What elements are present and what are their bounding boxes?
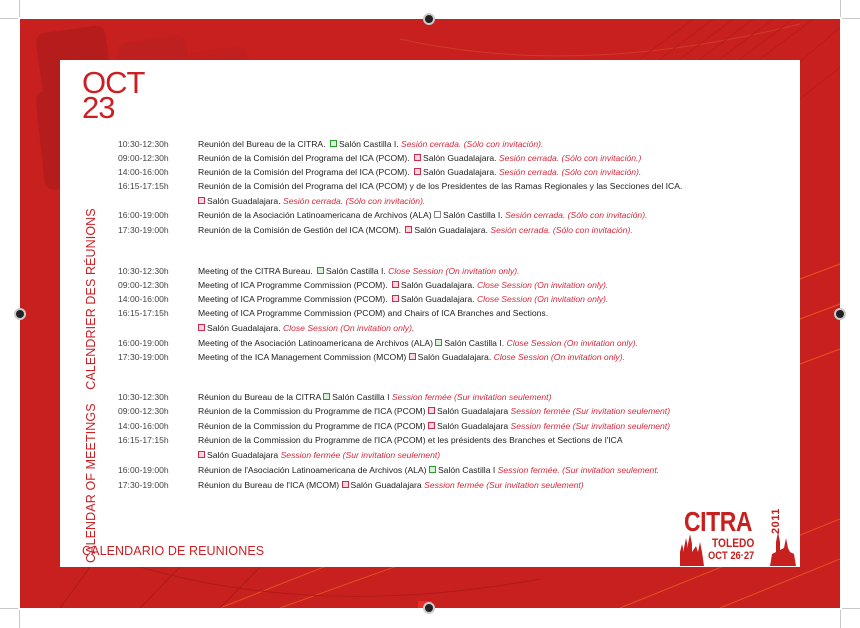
crop-mark: [842, 608, 860, 609]
room-marker-icon: [414, 154, 421, 161]
schedule-row: 16:00-19:00h Reunión de la Asociación Latinoamericana de Archivos (ALA) Salón Castilla I. Sesión cerrada. (Sólo con invitación).: [118, 210, 648, 220]
schedule-row-continuation: Salón Guadalajara. Close Session (On invitation only).: [118, 321, 414, 335]
schedule-row: 16:15-17:15h Reunión de la Comisión del Programa del ICA (PCOM) y de los Presidentes de las Ramas Regionales y las Secciones del ICA.: [118, 181, 683, 191]
crop-mark: [19, 610, 20, 628]
room-marker-icon: [392, 295, 399, 302]
title-spanish: CALENDARIO DE REUNIONES: [82, 544, 265, 558]
schedule-row: 14:00-16:00h Réunion de la Commission du Programme de l'ICA (PCOM) Salón Guadalajara Session fermée (Sur invitation seulement): [118, 421, 671, 431]
schedule-row-continuation: Salón Guadalajara. Sesión cerrada. (Sólo con invitación).: [118, 194, 425, 208]
schedule-row: 16:15-17:15h Réunion de la Commission du Programme de l'ICA (PCOM) et les présidents des Branches et Sections de l'ICA: [118, 435, 623, 445]
date-day: 23: [82, 90, 115, 125]
title-english: CALENDAR OF MEETINGS: [84, 403, 98, 563]
schedule-row-continuation: Salón Guadalajara Session fermée (Sur invitation seulement): [118, 448, 440, 462]
schedule-row: 17:30-19:00h Réunion du Bureau de l'ICA (MCOM) Salón Guadalajara Session fermée (Sur invitation seulement): [118, 480, 584, 490]
schedule-row: 16:00-19:00h Réunion de l'Asociación Latinoamericana de Archivos (ALA) Salón Castilla I Session fermée. (Sur invitation seulement.: [118, 465, 660, 475]
schedule-row: 17:30-19:00h Reunión de la Comisión de Gestión del ICA (MCOM). Salón Guadalajara. Sesión cerrada. (Sólo con invitación).: [118, 225, 633, 235]
crop-mark: [840, 0, 841, 17]
schedule-row: 17:30-19:00h Meeting of the ICA Management Commission (MCOM) Salón Guadalajara. Close Session (On invitation only).: [118, 352, 625, 362]
room-marker-icon: [198, 197, 205, 204]
room-marker-icon: [330, 140, 337, 147]
room-marker-icon: [409, 353, 416, 360]
alcazar-icon: [770, 526, 796, 566]
cathedral-icon: [676, 530, 710, 566]
logo-dates: OCT 26·27: [708, 550, 755, 562]
room-marker-icon: [392, 281, 399, 288]
room-marker-icon: [198, 324, 205, 331]
schedule-row: 09:00-12:30h Réunion de la Commission du Programme de l'ICA (PCOM) Salón Guadalajara Session fermée (Sur invitation seulement): [118, 406, 671, 416]
logo-city: TOLEDO: [712, 536, 755, 550]
room-marker-icon: [428, 422, 435, 429]
schedule-row: 10:30-12:30h Réunion du Bureau de la CITRA Salón Castilla I Session fermée (Sur invitation seulement): [118, 392, 552, 402]
schedule-row: 09:00-12:30h Meeting of ICA Programme Commission (PCOM). Salón Guadalajara. Close Session (On invitation only).: [118, 280, 609, 290]
registration-mark: [423, 602, 435, 614]
date-month: OCT: [82, 65, 145, 100]
room-marker-icon: [429, 466, 436, 473]
room-marker-icon: [198, 451, 205, 458]
citra-logo: [676, 500, 796, 570]
title-french: CALENDRIER DES RÉUNIONS: [84, 208, 98, 390]
crop-mark: [19, 0, 20, 17]
schedule-row: 16:00-19:00h Meeting of the Asociación Latinoamericana de Archivos (ALA) Salón Castilla I. Close Session (On invitation only).: [118, 338, 638, 348]
schedule-row: 10:30-12:30h Meeting of the CITRA Bureau. Salón Castilla I. Close Session (On invitation only).: [118, 266, 520, 276]
room-marker-icon: [405, 226, 412, 233]
registration-mark: [423, 13, 435, 25]
crop-mark: [0, 608, 18, 609]
registration-mark: [14, 308, 26, 320]
schedule-row: 14:00-16:00h Reunión de la Comisión del Programa del ICA (PCOM). Salón Guadalajara. Sesión cerrada. (Sólo con invitación).: [118, 167, 642, 177]
schedule-row: 10:30-12:30h Reunión del Bureau de la CITRA. Salón Castilla I. Sesión cerrada. (Sólo con invitación).: [118, 139, 544, 149]
room-marker-icon: [428, 407, 435, 414]
schedule-row: 16:15-17:15h Meeting of ICA Programme Commission (PCOM) and Chairs of ICA Branches and Sections.: [118, 308, 549, 318]
registration-mark: [834, 308, 846, 320]
logo-year: 2011: [770, 508, 782, 534]
date-heading: [82, 65, 145, 125]
crop-mark: [842, 18, 860, 19]
schedule-row: 09:00-12:30h Reunión de la Comisión del Programa del ICA (PCOM). Salón Guadalajara. Sesión cerrada. (Sólo con invitación.): [118, 153, 642, 163]
room-marker-icon: [434, 211, 441, 218]
room-marker-icon: [435, 339, 442, 346]
logo-name: CITRA: [684, 506, 753, 537]
vertical-section-title: [84, 198, 98, 563]
room-marker-icon: [414, 168, 421, 175]
crop-mark: [840, 610, 841, 628]
room-marker-icon: [317, 267, 324, 274]
room-marker-icon: [323, 393, 330, 400]
crop-mark: [0, 18, 18, 19]
schedule-row: 14:00-16:00h Meeting of ICA Programme Commission (PCOM). Salón Guadalajara. Close Session (On invitation only).: [118, 294, 609, 304]
room-marker-icon: [342, 481, 349, 488]
